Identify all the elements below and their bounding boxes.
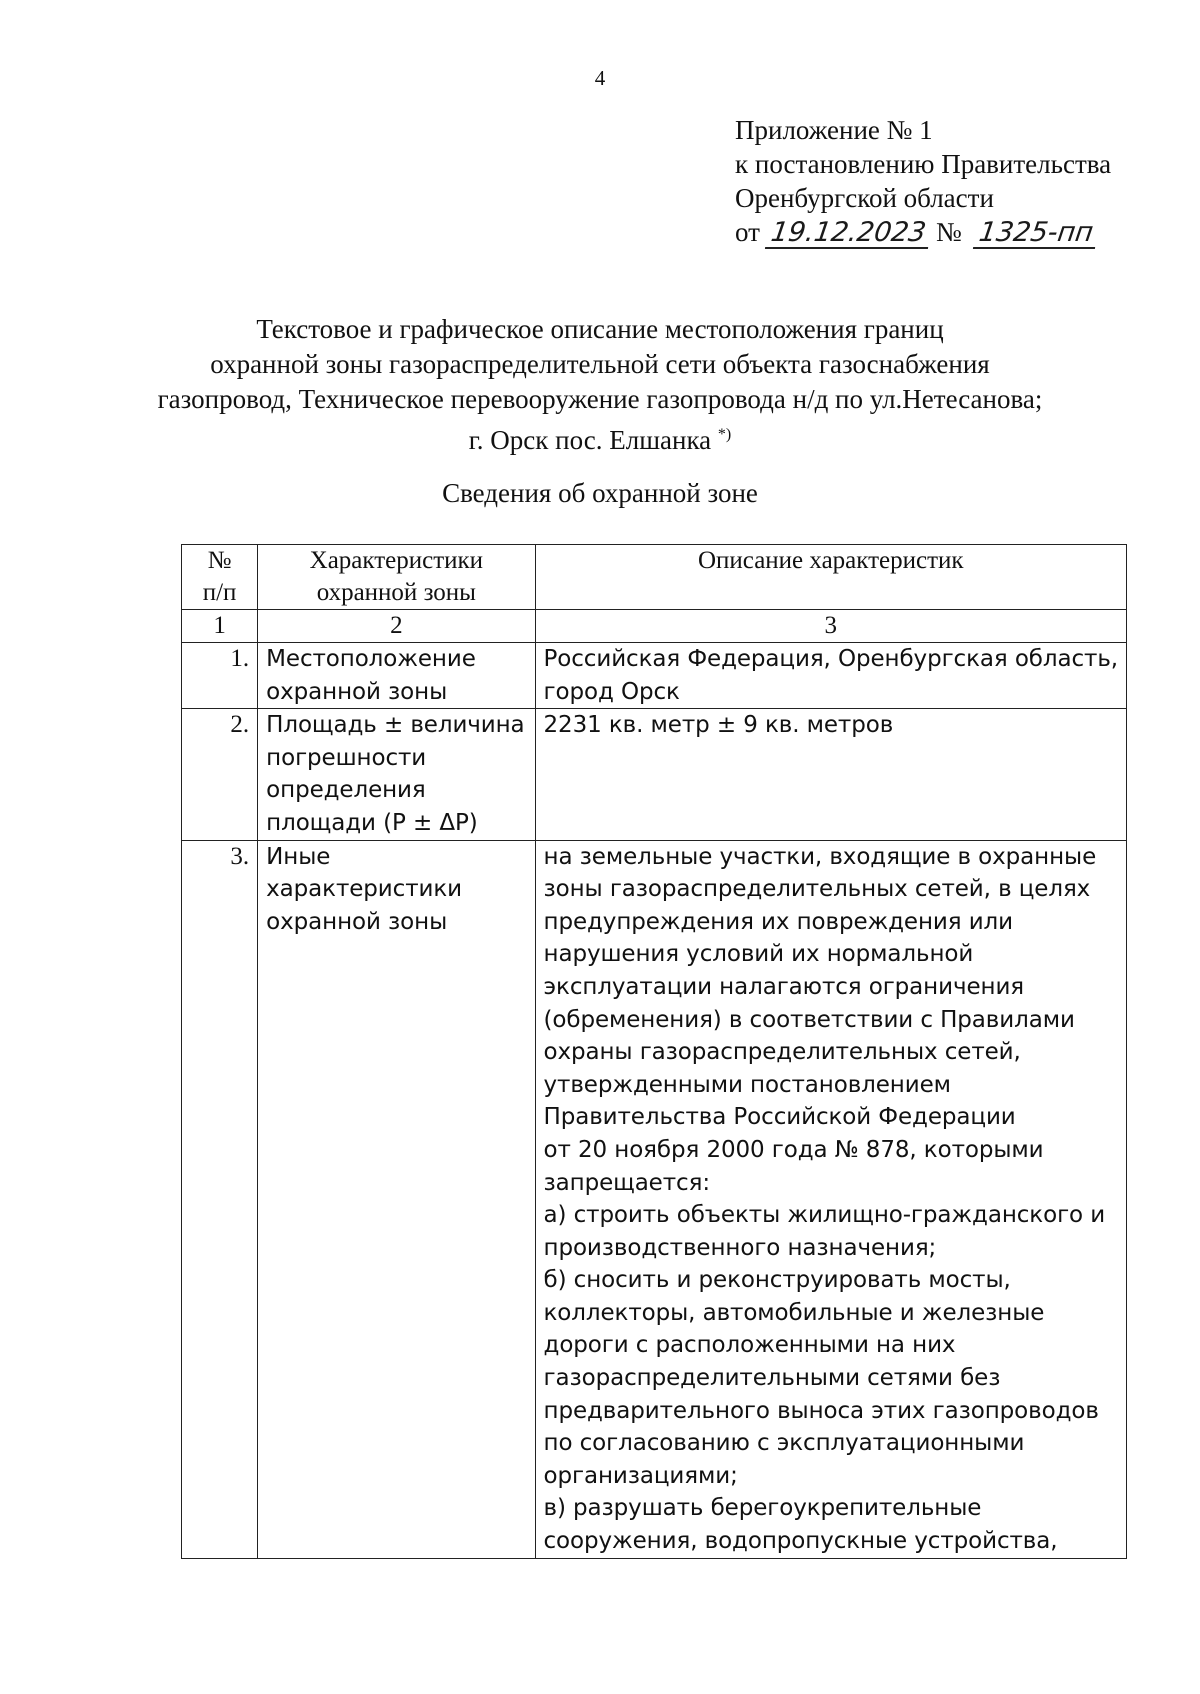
appendix-block — [735, 113, 1111, 249]
protection-zone-table — [181, 544, 1127, 1559]
table-row — [182, 709, 1127, 840]
row-description-line: запрещается: — [543, 1169, 710, 1196]
title-line-3: газопровод, Техническое перевооружение газопровода н/д по ул.Нетесанова; — [157, 384, 1043, 414]
row-description-line: нарушения условий их нормальной — [543, 941, 974, 968]
row-description-line: зоны газораспределительных сетей, в целях — [543, 876, 1091, 903]
row-description — [535, 840, 1126, 1558]
title-line-4 — [0, 417, 1200, 458]
section-subtitle: Сведения об охранной зоне — [442, 478, 758, 508]
handwritten-number: 1325-пп — [972, 219, 1098, 249]
row-characteristic-line: охранной зоны — [266, 678, 448, 705]
table-row — [182, 643, 1127, 709]
number-prefix: № — [936, 217, 962, 247]
row-characteristic-line: Иные — [266, 843, 331, 870]
document-title — [0, 312, 1200, 458]
appendix-line-1: Приложение № 1 — [735, 115, 933, 145]
row-description-line: на земельные участки, входящие в охранные — [543, 843, 1097, 870]
title-line-2: охранной зоны газораспределительной сети объекта газоснабжения — [210, 349, 990, 379]
row-description-line: 2231 кв. метр ± 9 кв. метров — [543, 712, 894, 739]
row-description-line: город Орск — [543, 678, 680, 705]
row-characteristic-line: охранной зоны — [266, 908, 448, 935]
numbering-cell-2: 2 — [258, 610, 535, 643]
header-characteristics-line-2: охранной зоны — [316, 579, 476, 606]
header-number-line-2: п/п — [202, 579, 237, 606]
row-number: 3. — [182, 840, 258, 1558]
header-number-line-1: № — [207, 547, 232, 574]
row-description-line: а) строить объекты жилищно-гражданского и — [543, 1202, 1106, 1229]
numbering-cell-1: 1 — [182, 610, 258, 643]
row-characteristic-line: погрешности — [266, 744, 427, 771]
header-cell-characteristics — [258, 545, 535, 610]
row-characteristic-line: Местоположение — [266, 646, 476, 672]
row-number: 2. — [182, 709, 258, 840]
row-characteristic — [258, 643, 535, 709]
row-description-line: газораспределительными сетями без — [543, 1365, 1001, 1392]
row-description — [535, 709, 1126, 840]
row-number: 1. — [182, 643, 258, 709]
header-cell-number — [182, 545, 258, 610]
appendix-line-2: к постановлению Правительства — [735, 149, 1112, 179]
row-description-line: Правительства Российской Федерации — [543, 1104, 1016, 1131]
numbering-cell-3: 3 — [535, 610, 1126, 643]
row-characteristic — [258, 709, 535, 840]
row-description-line: сооружения, водопропускные устройства, — [543, 1528, 1058, 1555]
appendix-line-3: Оренбургской области — [735, 183, 994, 213]
table-header-row — [182, 545, 1127, 610]
date-prefix: от — [735, 217, 760, 247]
table-row — [182, 840, 1127, 1558]
row-description-line: предварительного выноса этих газопроводов — [543, 1397, 1099, 1424]
row-description-line: производственного назначения; — [543, 1234, 937, 1261]
row-characteristic-line: определения — [266, 777, 426, 804]
row-description-line: коллекторы, автомобильные и железные — [543, 1299, 1045, 1326]
title-line-4-text: г. Орск пос. Елшанка — [468, 425, 712, 455]
row-description-line: охраны газораспределительных сетей, — [543, 1039, 1021, 1066]
row-characteristic-line: Площадь ± величина — [266, 712, 525, 739]
header-characteristics-line-1: Характеристики — [309, 547, 484, 574]
appendix-date-line — [735, 215, 1111, 249]
table-numbering-row — [182, 610, 1127, 643]
header-cell-description: Описание характеристик — [535, 545, 1126, 610]
row-description-line: (обременения) в соответствии с Правилами — [543, 1006, 1075, 1033]
row-characteristic — [258, 840, 535, 1558]
row-description-line: по согласованию с эксплуатационными — [543, 1430, 1025, 1457]
title-line-1: Текстовое и графическое описание местоположения границ — [256, 314, 944, 344]
row-characteristic-line: площади (P ± ΔP) — [266, 809, 478, 836]
row-characteristic-line: характеристики — [266, 876, 462, 903]
row-description-line: б) сносить и реконструировать мосты, — [543, 1267, 1011, 1294]
row-description — [535, 643, 1126, 709]
row-description-line: в) разрушать берегоукрепительные — [543, 1495, 982, 1522]
page-number: 4 — [594, 66, 606, 90]
row-description-line: Российская Федерация, Оренбургская область, — [543, 646, 1118, 672]
row-description-line: дороги с расположенными на них — [543, 1332, 956, 1359]
row-description-line: предупреждения их повреждения или — [543, 908, 1013, 935]
row-description-line: утвержденными постановлением — [543, 1071, 951, 1098]
row-description-line: эксплуатации налагаются ограничения — [543, 973, 1025, 1000]
handwritten-date: 19.12.2023 — [765, 219, 932, 249]
footnote-mark: *) — [717, 426, 732, 443]
row-description-line: от 20 ноября 2000 года № 878, которыми — [543, 1136, 1044, 1163]
row-description-line: организациями; — [543, 1462, 738, 1489]
